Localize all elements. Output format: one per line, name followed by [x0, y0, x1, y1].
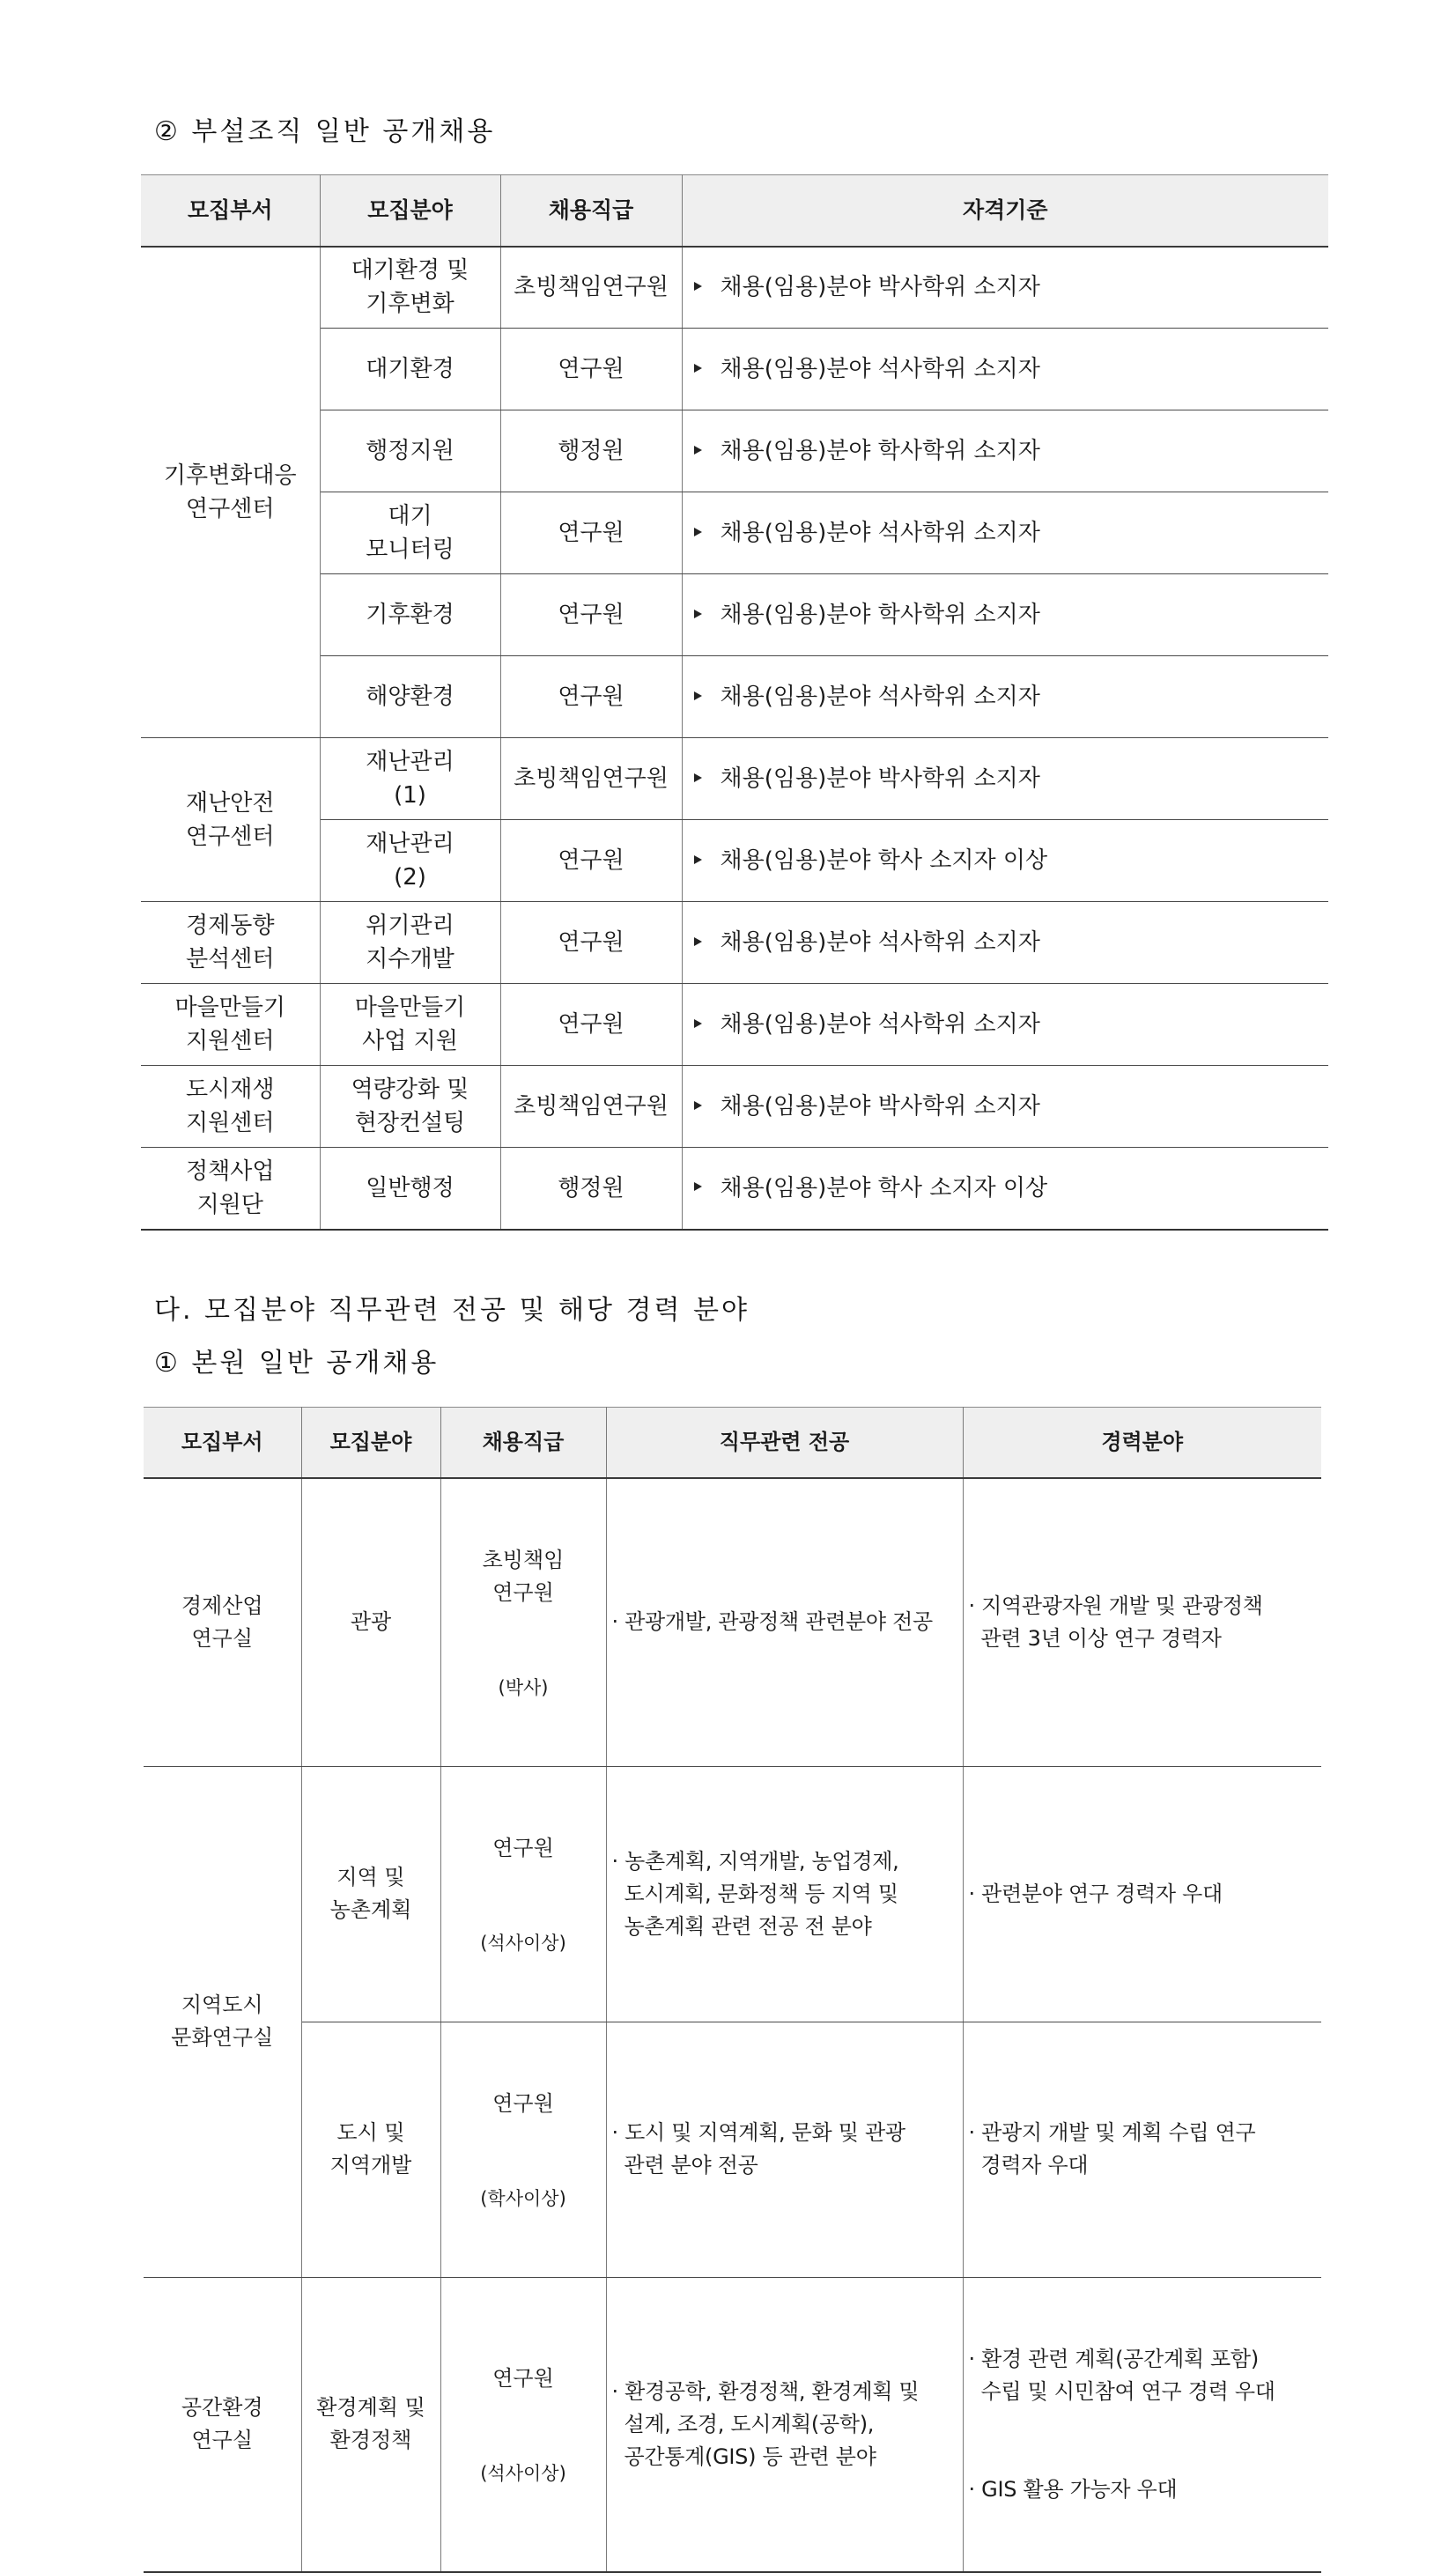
triangle-bullet-icon — [694, 855, 702, 864]
major-item: · 환경공학, 환경정책, 환경계획 및 설계, 조경, 도시계획(공학), 공간통계(GIS) 등 관련 분야 — [611, 2378, 920, 2469]
qualification-cell — [682, 410, 1328, 492]
triangle-bullet-icon — [694, 1101, 702, 1110]
table-row — [144, 1478, 1321, 1767]
qualification-text: 채용(임용)분야 학사학위 소지자 — [720, 602, 1040, 628]
qualification-text: 채용(임용)분야 석사학위 소지자 — [720, 929, 1040, 956]
rank-note: (학사이상) — [480, 2187, 566, 2209]
career-item: · 관광지 개발 및 계획 수립 연구 경력자 우대 — [968, 2120, 1256, 2177]
header-qualification: 자격기준 — [682, 175, 1328, 247]
qualification-cell — [682, 247, 1328, 329]
rank-title: 연구원 — [492, 1835, 554, 1860]
qualification-text: 채용(임용)분야 박사학위 소지자 — [720, 274, 1040, 301]
qualification-text: 채용(임용)분야 박사학위 소지자 — [720, 1093, 1040, 1120]
table-header-row — [141, 175, 1328, 247]
triangle-bullet-icon — [694, 528, 702, 536]
section-heading-attached-org: ② 부설조직 일반 공개채용 — [154, 116, 496, 147]
table-row — [141, 247, 1328, 329]
major-cell — [606, 1766, 963, 2022]
qualification-cell — [682, 820, 1328, 902]
qualification-text: 채용(임용)분야 석사학위 소지자 — [720, 520, 1040, 546]
header-career: 경력분야 — [963, 1408, 1321, 1478]
qualification-cell — [682, 329, 1328, 410]
dept-cell: 공간환경 연구실 — [144, 2277, 301, 2572]
triangle-bullet-icon — [694, 282, 702, 291]
triangle-bullet-icon — [694, 1182, 702, 1191]
rank-title: 연구원 — [492, 2090, 554, 2116]
qualification-cell — [682, 902, 1328, 984]
table-row — [141, 656, 1328, 738]
rank-cell: 행정원 — [500, 1148, 682, 1230]
rank-note: (박사) — [498, 1676, 549, 1698]
header-rank: 채용직급 — [500, 175, 682, 247]
table-row — [141, 1148, 1328, 1230]
qualification-cell — [682, 1148, 1328, 1230]
major-item: · 관광개발, 관광정책 관련분야 전공 — [611, 1609, 933, 1634]
major-cell — [606, 1478, 963, 1767]
career-cell — [963, 2277, 1321, 2572]
field-cell: 기후환경 — [320, 574, 500, 656]
field-cell: 행정지원 — [320, 410, 500, 492]
table-row — [141, 738, 1328, 820]
career-item: · 지역관광자원 개발 및 관광정책 관련 3년 이상 연구 경력자 — [968, 1593, 1263, 1651]
qualification-cell — [682, 738, 1328, 820]
career-item: · 환경 관련 계획(공간계획 포함) 수립 및 시민참여 연구 경력 우대 — [968, 2346, 1275, 2404]
table-row — [144, 2022, 1321, 2277]
dept-cell: 도시재생 지원센터 — [141, 1066, 320, 1148]
qualification-text: 채용(임용)분야 석사학위 소지자 — [720, 1011, 1040, 1038]
table-header-row — [144, 1408, 1321, 1478]
section-heading-majors-careers: 다. 모집분야 직무관련 전공 및 해당 경력 분야 — [154, 1295, 750, 1326]
qualification-cell — [682, 656, 1328, 738]
qualification-text: 채용(임용)분야 석사학위 소지자 — [720, 684, 1040, 710]
qualification-cell — [682, 984, 1328, 1066]
field-cell: 해양환경 — [320, 656, 500, 738]
qualification-text: 채용(임용)분야 학사학위 소지자 — [720, 438, 1040, 464]
major-cell — [606, 2022, 963, 2277]
triangle-bullet-icon — [694, 446, 702, 455]
header-rank: 채용직급 — [440, 1408, 606, 1478]
field-cell: 환경계획 및 환경정책 — [301, 2277, 440, 2572]
rank-cell: 연구원 — [500, 656, 682, 738]
career-item: · 관련분야 연구 경력자 우대 — [968, 1881, 1223, 1906]
field-cell: 지역 및 농촌계획 — [301, 1766, 440, 2022]
rank-cell: 연구원 — [500, 329, 682, 410]
field-cell: 위기관리 지수개발 — [320, 902, 500, 984]
rank-cell: 연구원 — [500, 902, 682, 984]
triangle-bullet-icon — [694, 1019, 702, 1028]
qualification-text: 채용(임용)분야 석사학위 소지자 — [720, 356, 1040, 382]
rank-cell — [440, 1478, 606, 1767]
field-cell: 재난관리 (2) — [320, 820, 500, 902]
table-row — [144, 2277, 1321, 2572]
header-field: 모집분야 — [320, 175, 500, 247]
rank-cell — [440, 2277, 606, 2572]
table-row — [141, 984, 1328, 1066]
field-cell: 대기 모니터링 — [320, 492, 500, 574]
dept-cell: 경제동향 분석센터 — [141, 902, 320, 984]
table-row — [141, 574, 1328, 656]
dept-cell: 정책사업 지원단 — [141, 1148, 320, 1230]
rank-cell: 초빙책임연구원 — [500, 1066, 682, 1148]
triangle-bullet-icon — [694, 364, 702, 373]
header-dept: 모집부서 — [141, 175, 320, 247]
field-cell: 대기환경 및 기후변화 — [320, 247, 500, 329]
career-cell — [963, 1766, 1321, 2022]
rank-title: 초빙책임 연구원 — [482, 1547, 565, 1605]
rank-cell: 연구원 — [500, 492, 682, 574]
triangle-bullet-icon — [694, 610, 702, 618]
table-row — [144, 1766, 1321, 2022]
table-row — [141, 902, 1328, 984]
table-row — [141, 820, 1328, 902]
qualification-text: 채용(임용)분야 학사 소지자 이상 — [720, 847, 1048, 874]
header-major: 직무관련 전공 — [606, 1408, 963, 1478]
rank-cell: 행정원 — [500, 410, 682, 492]
qualification-cell — [682, 492, 1328, 574]
rank-note: (석사이상) — [480, 1932, 566, 1954]
field-cell: 일반행정 — [320, 1148, 500, 1230]
rank-cell: 연구원 — [500, 574, 682, 656]
career-item: · GIS 활용 가능자 우대 — [968, 2476, 1178, 2502]
triangle-bullet-icon — [694, 773, 702, 782]
rank-cell: 연구원 — [500, 820, 682, 902]
qualification-cell — [682, 574, 1328, 656]
rank-cell — [440, 1766, 606, 2022]
rank-cell: 초빙책임연구원 — [500, 738, 682, 820]
rank-title: 연구원 — [492, 2365, 554, 2391]
field-cell: 대기환경 — [320, 329, 500, 410]
table-row — [141, 492, 1328, 574]
field-cell: 관광 — [301, 1478, 440, 1767]
attached-org-recruitment-table — [141, 174, 1328, 1231]
dept-cell: 지역도시 문화연구실 — [144, 1766, 301, 2277]
field-cell: 도시 및 지역개발 — [301, 2022, 440, 2277]
qualification-text: 채용(임용)분야 박사학위 소지자 — [720, 765, 1040, 792]
dept-cell: 기후변화대응 연구센터 — [141, 247, 320, 738]
main-institute-majors-table — [144, 1407, 1321, 2573]
career-cell — [963, 2022, 1321, 2277]
dept-cell: 마을만들기 지원센터 — [141, 984, 320, 1066]
major-item: · 농촌계획, 지역개발, 농업경제, 도시계획, 문화정책 등 지역 및 농촌계획 관련 전공 전 분야 — [611, 1848, 899, 1939]
rank-note: (석사이상) — [480, 2462, 566, 2484]
table-row — [141, 1066, 1328, 1148]
field-cell: 역량강화 및 현장컨설팅 — [320, 1066, 500, 1148]
dept-cell: 경제산업 연구실 — [144, 1478, 301, 1767]
triangle-bullet-icon — [694, 937, 702, 946]
rank-cell: 연구원 — [500, 984, 682, 1066]
subheading-main-institute: ① 본원 일반 공개채용 — [154, 1348, 440, 1379]
qualification-cell — [682, 1066, 1328, 1148]
rank-cell — [440, 2022, 606, 2277]
header-dept: 모집부서 — [144, 1408, 301, 1478]
rank-cell: 초빙책임연구원 — [500, 247, 682, 329]
major-cell — [606, 2277, 963, 2572]
triangle-bullet-icon — [694, 691, 702, 700]
qualification-text: 채용(임용)분야 학사 소지자 이상 — [720, 1174, 1048, 1201]
table-row — [141, 329, 1328, 410]
career-cell — [963, 1478, 1321, 1767]
field-cell: 재난관리 (1) — [320, 738, 500, 820]
field-cell: 마을만들기 사업 지원 — [320, 984, 500, 1066]
header-field: 모집분야 — [301, 1408, 440, 1478]
table-row — [141, 410, 1328, 492]
major-item: · 도시 및 지역계획, 문화 및 관광 관련 분야 전공 — [611, 2120, 905, 2177]
dept-cell: 재난안전 연구센터 — [141, 738, 320, 902]
